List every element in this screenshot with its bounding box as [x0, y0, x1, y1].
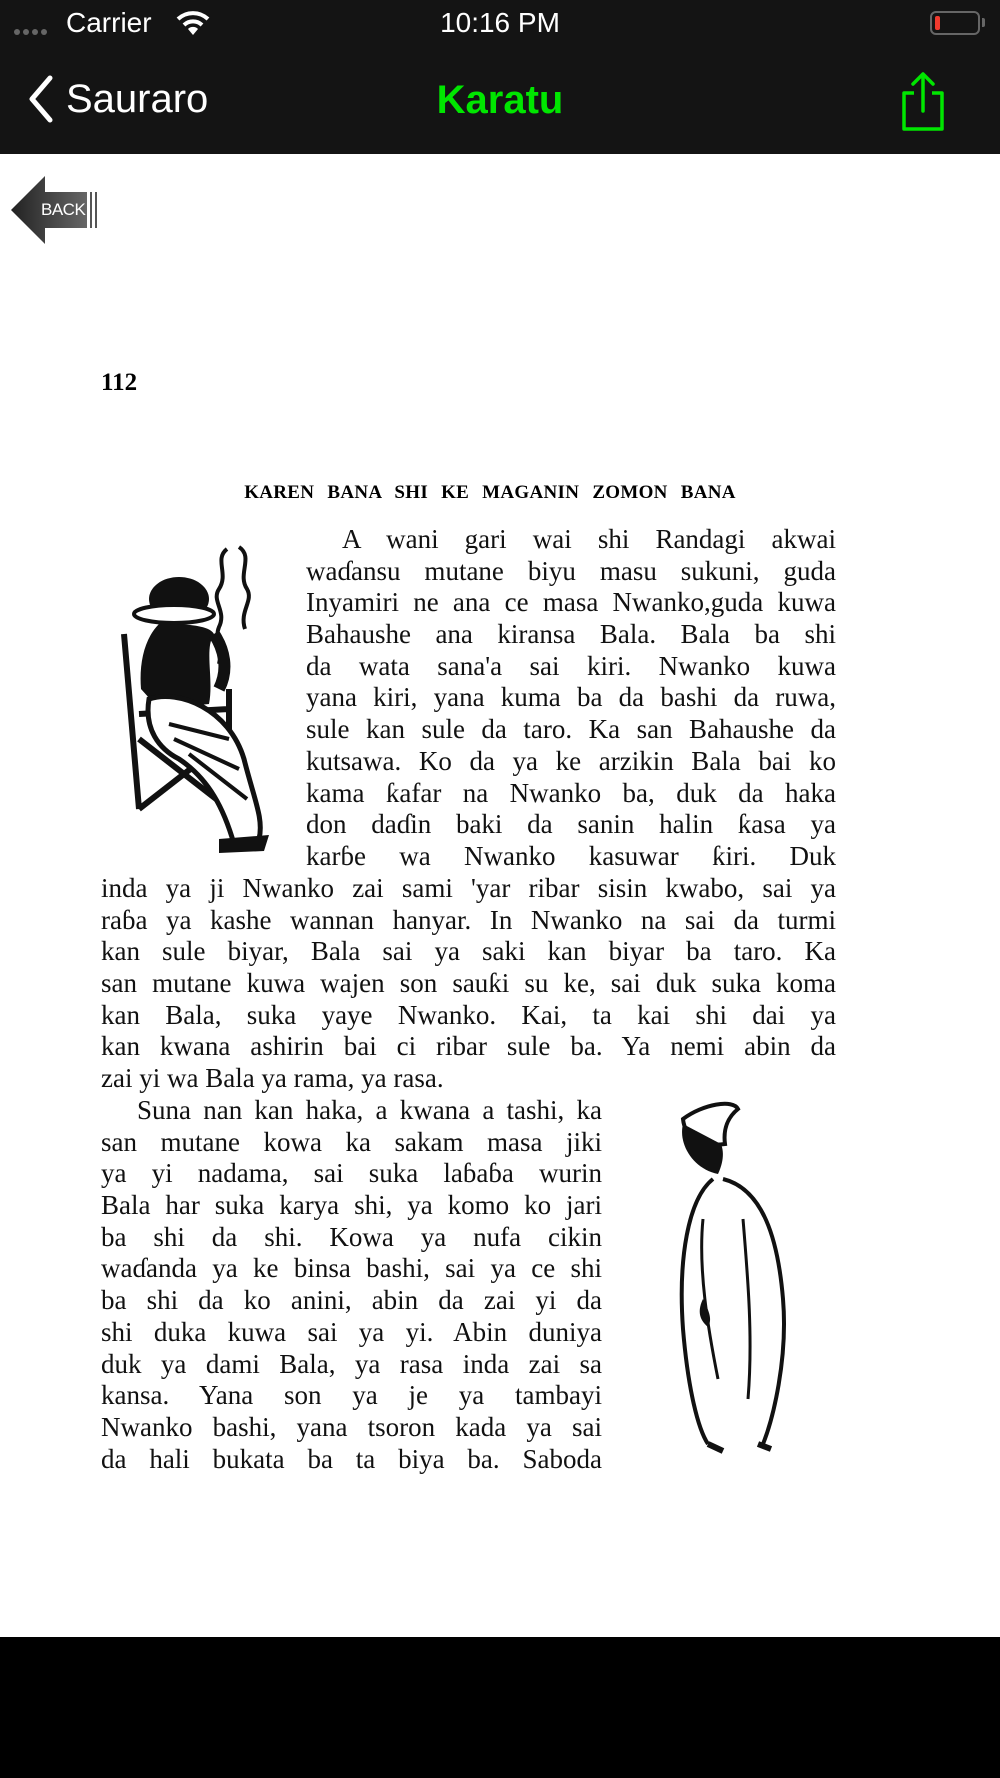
text-line: sule kan sule da taro. Ka san Bahaushe da — [306, 714, 836, 745]
text-line: Bahaushe ana kiransa Bala. Bala ba shi — [306, 619, 836, 650]
page-back-label: BACK — [41, 200, 86, 219]
text-line: Nwanko bashi, yana tsoron kada ya sai — [101, 1411, 602, 1442]
text-line: karɓe wa Nwanko kasuwar ƙiri. Duk — [306, 840, 836, 871]
battery-icon — [930, 11, 980, 35]
text-line: kan sule biyar, Bala sai ya saki kan biyar ba taro. Ka — [101, 936, 836, 967]
nav-back-button[interactable] — [28, 75, 208, 123]
page-back-button[interactable] — [11, 176, 99, 244]
paragraph-1-full-width — [101, 873, 836, 1095]
text-line: kan Bala, suka yaye Nwanko. Kai, ta kai shi dai ya — [101, 999, 836, 1030]
text-line: kutsawa. Ko da ya ke arzikin Bala bai ko — [306, 745, 836, 776]
navigation-bar — [0, 51, 1000, 155]
text-line: shi duka kuwa sai ya yi. Abin duniya — [101, 1316, 602, 1347]
book-page — [0, 154, 1000, 1637]
text-line: raɓa ya kashe wannan hanyar. In Nwanko na sai da turmi — [101, 904, 836, 935]
text-line: duk ya dami Bala, ya rasa inda zai sa — [101, 1348, 602, 1379]
text-line: kan kwana ashirin bai ci ribar sule ba. Ya nemi abin da — [101, 1031, 836, 1062]
seated-smoking-man-illustration — [119, 539, 284, 859]
nav-back-label: Sauraro — [66, 76, 209, 121]
page-number: 112 — [101, 369, 138, 396]
text-line: Bala har suka karya shi, ya komo ko jari — [101, 1190, 602, 1221]
text-line: ba shi da shi. Kowa ya nufa cikin — [101, 1221, 602, 1252]
text-line: waɗansu mutane biyu masu sukuni, guda — [306, 555, 836, 586]
text-line: da hali bukata ba ta biya ba. Saboda — [101, 1443, 602, 1474]
chevron-left-icon — [28, 75, 54, 123]
text-line: Suna nan kan haka, a kwana a tashi, ka — [137, 1095, 602, 1125]
clock: 10:16 PM — [440, 7, 560, 38]
text-line: kama ƙafar na Nwanko ba, duk da haka — [306, 777, 836, 808]
text-line: san mutane kuwa wajen son sauƙi su ke, sai duk suka koma — [101, 968, 836, 999]
text-line: waɗanda ya ke binsa bashi, sai ya ce shi — [101, 1253, 602, 1284]
standing-robed-man-illustration — [663, 1099, 803, 1459]
chapter-heading: KAREN BANA SHI KE MAGANIN ZOMON BANA — [244, 482, 736, 503]
page-title: Karatu — [436, 78, 564, 122]
share-icon[interactable] — [898, 71, 948, 133]
text-line: don daɗin baki da sanin halin ƙasa ya — [306, 809, 836, 840]
paragraph-1-wrapped — [306, 524, 836, 873]
paragraph-2 — [101, 1095, 602, 1475]
text-line: yana kiri, yana kuma ba da bashi da ruwa, — [306, 682, 836, 713]
battery-nub — [982, 18, 985, 27]
text-line: san mutane kowa ka sakam masa jiki — [101, 1126, 602, 1157]
carrier-label: Carrier — [66, 7, 152, 38]
text-line: inda ya ji Nwanko zai sami 'yar ribar sisin kwabo, sai ya — [101, 873, 836, 903]
text-line: da wata sana'a sai kiri. Nwanko kuwa — [306, 650, 836, 681]
text-line: A wani gari wai shi Randagi akwai — [342, 524, 836, 554]
text-line: ba shi da ko anini, abin da zai yi da — [101, 1285, 602, 1316]
status-bar — [0, 0, 1000, 51]
text-line: kansa. Yana son ya je ya tambayi — [101, 1380, 602, 1411]
text-line: ya yi nadama, sai suka laɓaɓa wurin — [101, 1158, 602, 1189]
text-line: zai yi wa Bala ya rama, ya rasa. — [101, 1063, 444, 1094]
text-line: Inyamiri ne ana ce masa Nwanko,guda kuwa — [306, 587, 836, 618]
